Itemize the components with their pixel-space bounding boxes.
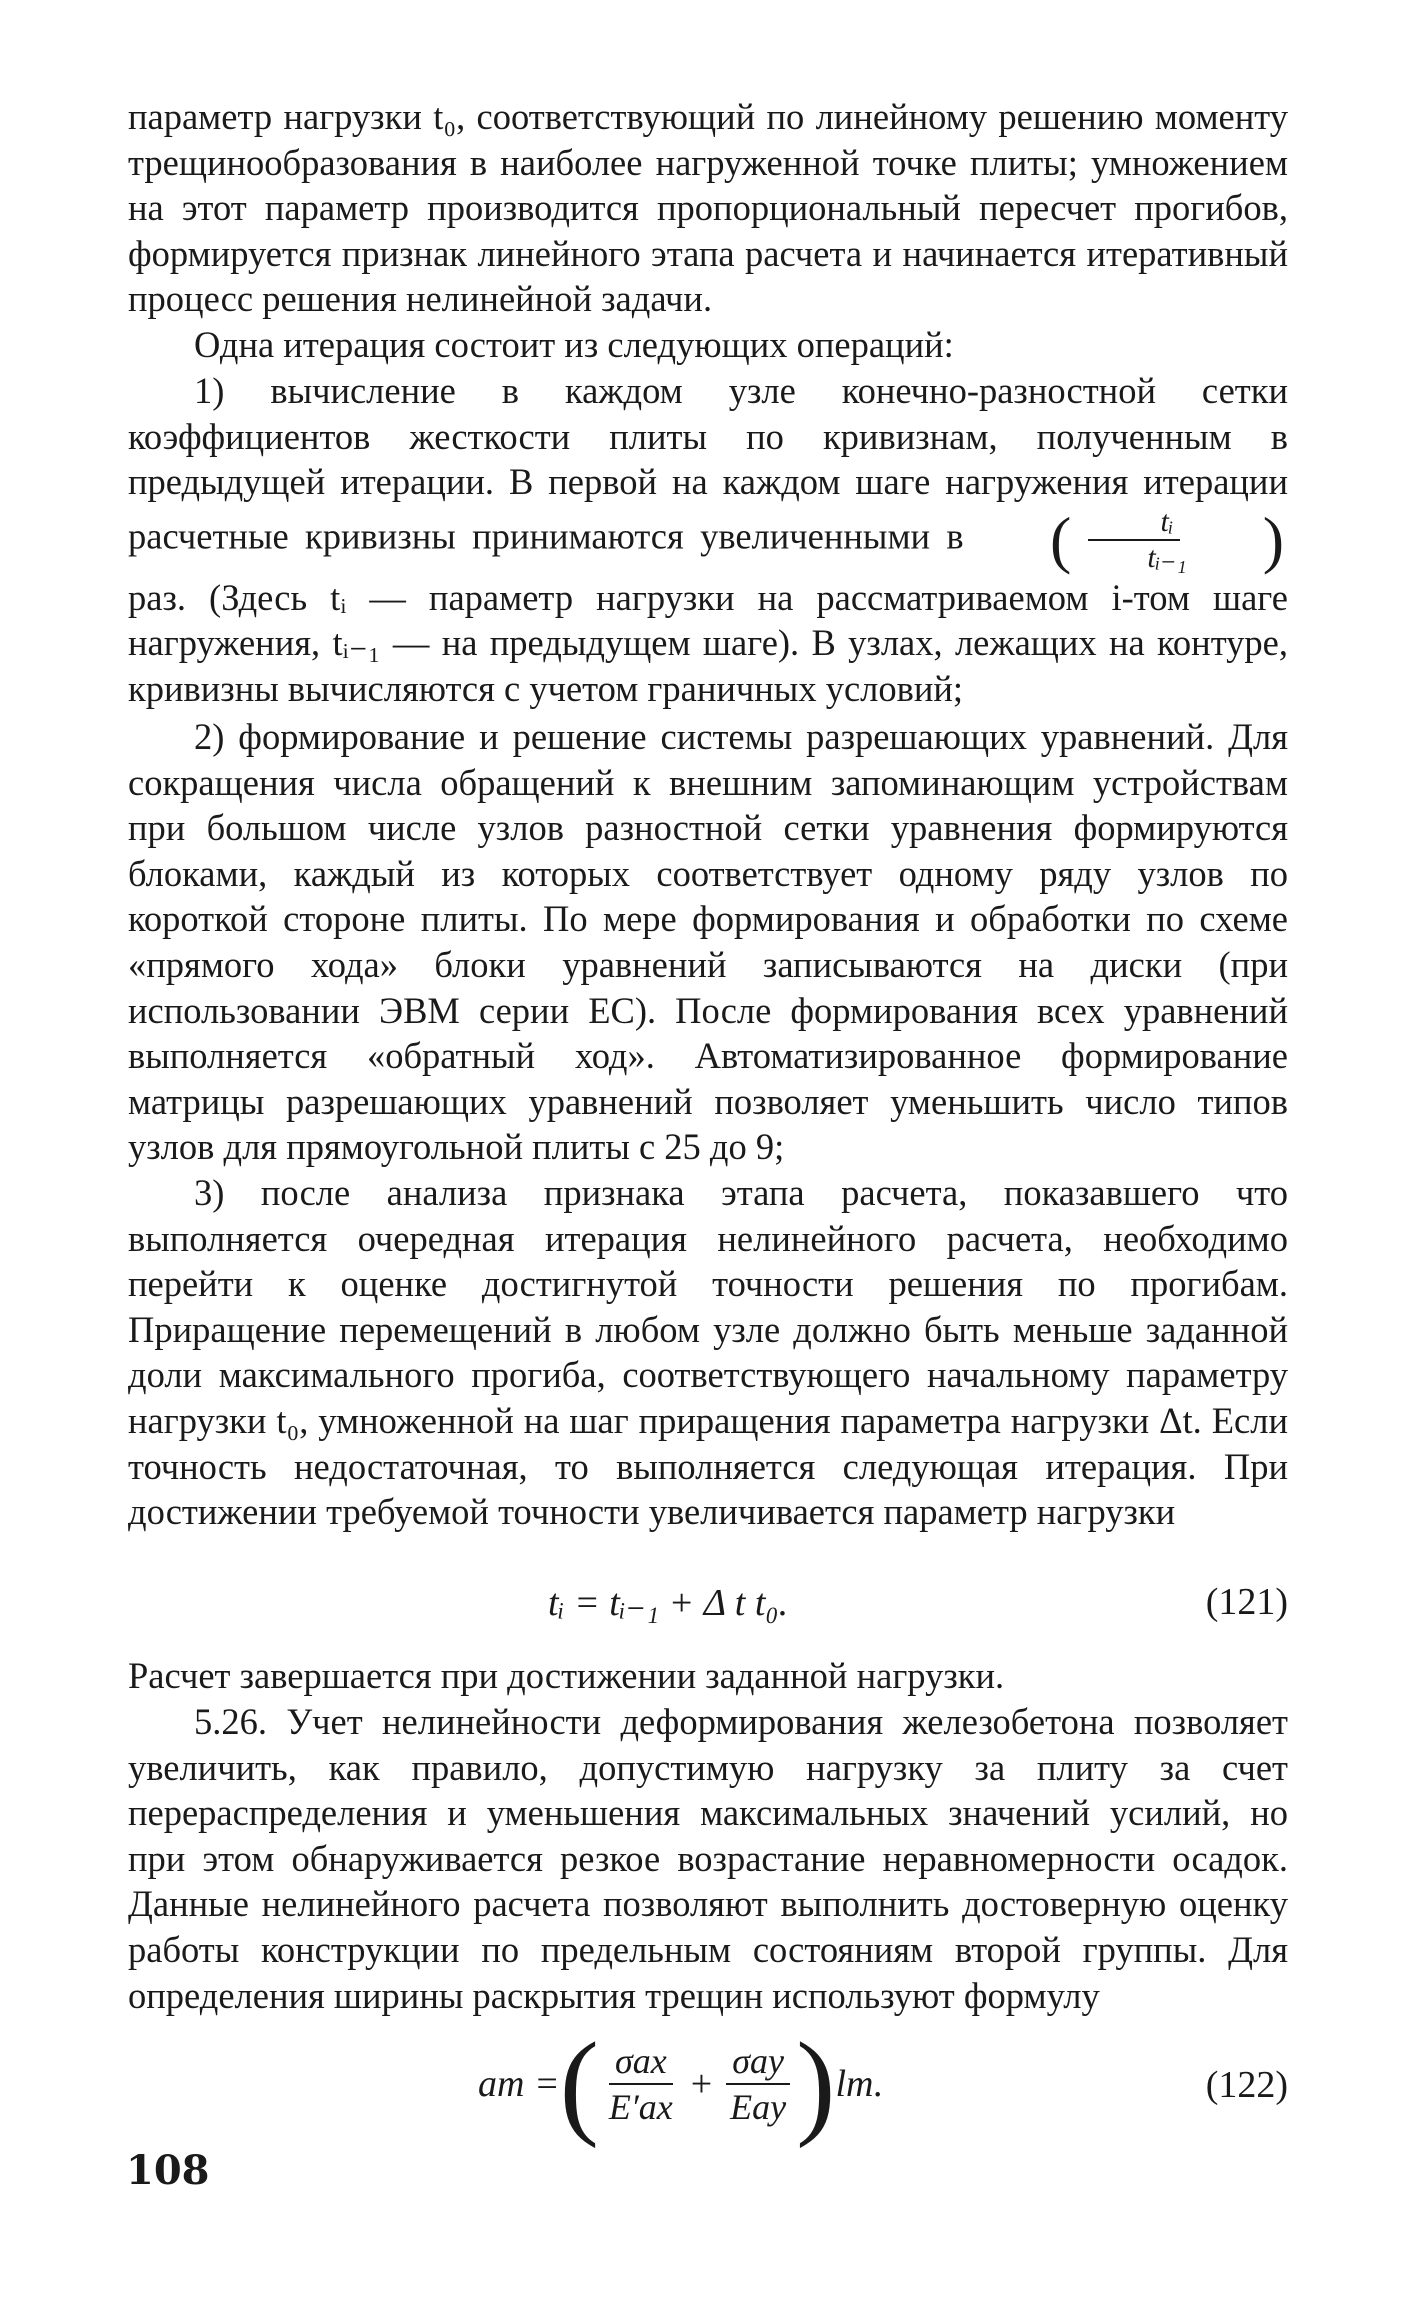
formula-122 bbox=[128, 2018, 1288, 2149]
formula-122-number: (122) bbox=[1205, 2064, 1288, 2106]
formula-122-fraction-1 bbox=[599, 2039, 683, 2129]
paragraph-1 bbox=[128, 94, 1288, 322]
formula-122-left-paren: ( bbox=[559, 2018, 599, 2149]
paragraph-6 bbox=[128, 1653, 1288, 1699]
fraction-denominator: tᵢ₋₁ bbox=[1147, 540, 1187, 574]
paragraph-3a-text: 1) вычисление в каждом узле конечно-разностной сетки коэффициентов жесткости плиты по кривизнам, полученным в предыдущей итерации. В первой на каждом шаге нагружения итерации расчетные кривизны принимаются увеличенными в bbox=[128, 370, 1288, 557]
formula-121-number: (121) bbox=[1205, 1581, 1288, 1623]
formula-122-denominator-2: Eay bbox=[730, 2087, 787, 2127]
paragraph-1-text: параметр нагрузки t₀, соответствующий по линейному решению моменту трещинообразования в наиболее нагруженной точке плиты; умножением на этот параметр производится пропорциональный пересчет прогибов, формируется признак линейного этапа расчета и начинается итеративный процесс решения нелинейной задачи. bbox=[128, 96, 1288, 320]
fraction bbox=[1071, 505, 1196, 575]
paragraph-4-text: 2) формирование и решение системы разрешающих уравнений. Для сокращения числа обращений к внешним запоминающим устройствам при большом числе узлов разностной сетки уравнения формируются блоками, каждый из которых соответствует одному ряду узлов по короткой стороне плиты. По мере формирования и обработки по схеме «прямого хода» блоки уравнений записываются на диски (при использовании ЭВМ серии ЕС). После формирования всех уравнений выполняется «обратный ход». Автоматизированное формирование матрицы разрешающих уравнений позволяет уменьшить число типов узлов для прямоугольной плиты с 25 до 9; bbox=[128, 716, 1288, 1168]
fraction-numerator: tᵢ bbox=[1088, 505, 1179, 541]
paragraph-2-text: Одна итерация состоит из следующих операций: bbox=[194, 324, 954, 365]
formula-122-numerator-1: σax bbox=[609, 2039, 673, 2085]
formula-122-denominator-1: E′ax bbox=[608, 2087, 673, 2127]
ratio-fraction bbox=[984, 505, 1284, 575]
right-paren: ) bbox=[1262, 503, 1285, 575]
paragraph-3-text bbox=[128, 368, 1288, 712]
page-number: 108 bbox=[126, 2147, 210, 2194]
paragraph-6-text: Расчет завершается при достижении заданной нагрузки. bbox=[128, 1655, 1005, 1696]
formula-121-expression: tᵢ = tᵢ₋₁ + Δ t t₀. bbox=[548, 1582, 789, 1624]
paragraph-4 bbox=[128, 714, 1288, 1170]
formula-122-right-paren: ) bbox=[796, 2018, 836, 2149]
formula-122-fraction-2 bbox=[720, 2039, 796, 2129]
formula-122-plus: + bbox=[690, 2063, 713, 2105]
formula-122-expression bbox=[478, 2018, 884, 2149]
left-paren: ( bbox=[1050, 503, 1072, 575]
formula-122-lhs: aт = bbox=[478, 2063, 560, 2105]
paragraph-7-text: 5.26. Учет нелинейности деформирования железобетона позволяет увеличить, как правило, допустимую нагрузку за плиту за счет перераспределения и уменьшения максимальных значений усилий, но при этом обнаруживается резкое возрастание неравномерности осадок. Данные нелинейного расчета позволяют выполнить достоверную оценку работы конструкции по предельным состояниям второй группы. Для определения ширины раскрытия трещин используют формулу bbox=[128, 1701, 1288, 2016]
paragraph-3 bbox=[128, 368, 1288, 712]
paragraph-5 bbox=[128, 1170, 1288, 1535]
paragraph-7 bbox=[128, 1699, 1288, 2018]
paragraph-3b-text: раз. (Здесь tᵢ — параметр нагрузки на рассматриваемом i-том шаге нагружения, tᵢ₋₁ — на предыдущем шаге). В узлах, лежащих на контуре, кривизны вычисляются с учетом граничных условий; bbox=[128, 576, 1288, 709]
formula-121 bbox=[128, 1580, 1288, 1630]
paragraph-2 bbox=[128, 322, 1288, 368]
paragraph-5-text: 3) после анализа признака этапа расчета, показавшего что выполняется очередная итерация нелинейного расчета, необходимо перейти к оценке достигнутой точности решения по прогибам. Приращение перемещений в любом узле должно быть меньше заданной доли максимального прогиба, соответствующего начальному параметру нагрузки t₀, умноженной на шаг приращения параметра нагрузки Δt. Если точность недостаточная, то выполняется следующая итерация. При достижении требуемой точности увеличивается параметр нагрузки bbox=[128, 1172, 1288, 1533]
formula-122-numerator-2: σay bbox=[726, 2039, 790, 2085]
formula-122-rhs: lт. bbox=[835, 2063, 884, 2105]
